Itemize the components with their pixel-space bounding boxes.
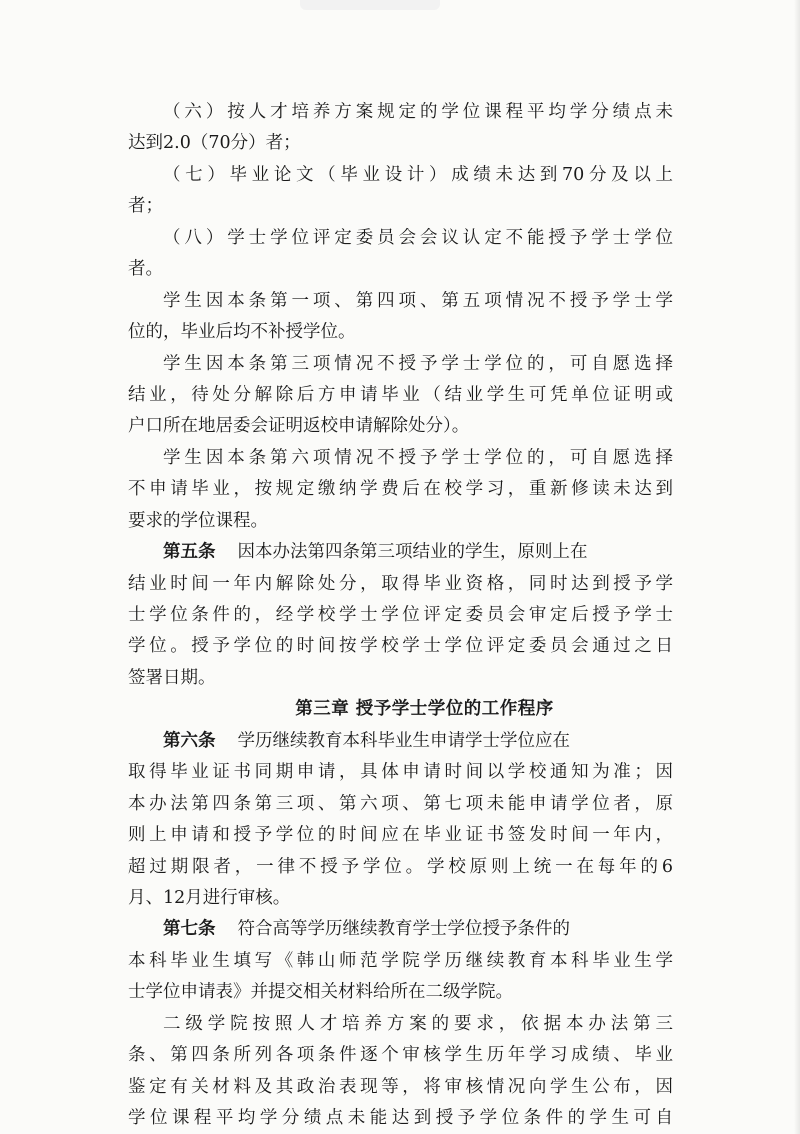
text-line: 学生因本条第三项情况不授予学士学位的，可自愿选择 [163, 353, 673, 374]
text-line: 学位。授予学位的时间按学校学士学位评定委员会通过之日 [128, 636, 673, 657]
text-line: 达到2.0（70分）者； [128, 133, 301, 154]
text-line: 位的，毕业后均不补授学位。 [128, 322, 356, 343]
document-body [128, 97, 673, 1134]
text-line: 则上申请和授予学位的时间应在毕业证书签发时间一年内， [128, 825, 673, 846]
text-line: 取得毕业证书同期申请，具体申请时间以学校通知为准；因 [128, 762, 673, 783]
text-line: 要求的学位课程。 [128, 510, 268, 531]
scan-edge-shadow [794, 0, 800, 1134]
text-line: （八）学士学位评定委员会会议认定不能授予学士学位 [163, 227, 673, 248]
article-6-line [128, 726, 673, 757]
article-7-label: 第七条 [163, 919, 216, 940]
text-line: 签署日期。 [128, 667, 216, 688]
text-line: 条、第四条所列各项条件逐个审核学生历年学习成绩、毕业 [128, 1045, 673, 1066]
text-line: 学生因本条第一项、第四项、第五项情况不授予学士学 [163, 290, 673, 311]
article-6-label: 第六条 [163, 730, 216, 751]
text-line: 者； [128, 196, 163, 217]
text-line: 士学位申请表》并提交相关材料给所在二级学院。 [128, 982, 513, 1003]
text-line: 符合高等学历继续教育学士学位授予条件的 [237, 919, 570, 940]
text-line: 士学位条件的，经学校学士学位评定委员会审定后授予学士 [128, 605, 673, 625]
text-line: 超过期限者，一律不授予学位。学校原则上统一在每年的6 [128, 856, 673, 877]
text-line: 本办法第四条第三项、第六项、第七项未能申请学位者，原 [128, 793, 673, 814]
article-7-line [128, 914, 673, 945]
text-line: 二级学院按照人才培养方案的要求，依据本办法第三 [163, 1013, 673, 1034]
text-line: 学位课程平均学分绩点未能达到授予学位条件的学生可自 [128, 1108, 673, 1128]
article-5-label: 第五条 [163, 542, 216, 563]
text-line: 因本办法第四条第三项结业的学生，原则上在 [237, 542, 588, 563]
text-line: （六）按人才培养方案规定的学位课程平均学分绩点未 [163, 102, 673, 122]
text-line: （七）毕业论文（毕业设计）成绩未达到70分及以上 [163, 164, 673, 185]
text-line: 月、12月进行审核。 [128, 887, 291, 908]
text-line: 结业，待处分解除后方申请毕业（结业学生可凭单位证明或 [128, 384, 673, 405]
chapter-heading: 第三章 授予学士学位的工作程序 [295, 699, 554, 720]
text-line: 者。 [128, 259, 163, 280]
text-line: 学历继续教育本科毕业生申请学士学位应在 [237, 730, 570, 751]
text-line: 本科毕业生填写《韩山师范学院学历继续教育本科毕业生学 [128, 950, 673, 971]
text-line: 鉴定有关材料及其政治表现等，将审核情况向学生公布，因 [128, 1076, 673, 1097]
scan-artifact [300, 0, 440, 10]
text-line: 户口所在地居委会证明返校申请解除处分）。 [128, 416, 470, 437]
text-line: 结业时间一年内解除处分，取得毕业资格，同时达到授予学 [128, 573, 673, 594]
text-line: 学生因本条第六项情况不授予学士学位的，可自愿选择 [163, 447, 673, 468]
article-5-line [128, 537, 673, 568]
text-line: 不申请毕业，按规定缴纳学费后在校学习，重新修读未达到 [128, 479, 673, 500]
